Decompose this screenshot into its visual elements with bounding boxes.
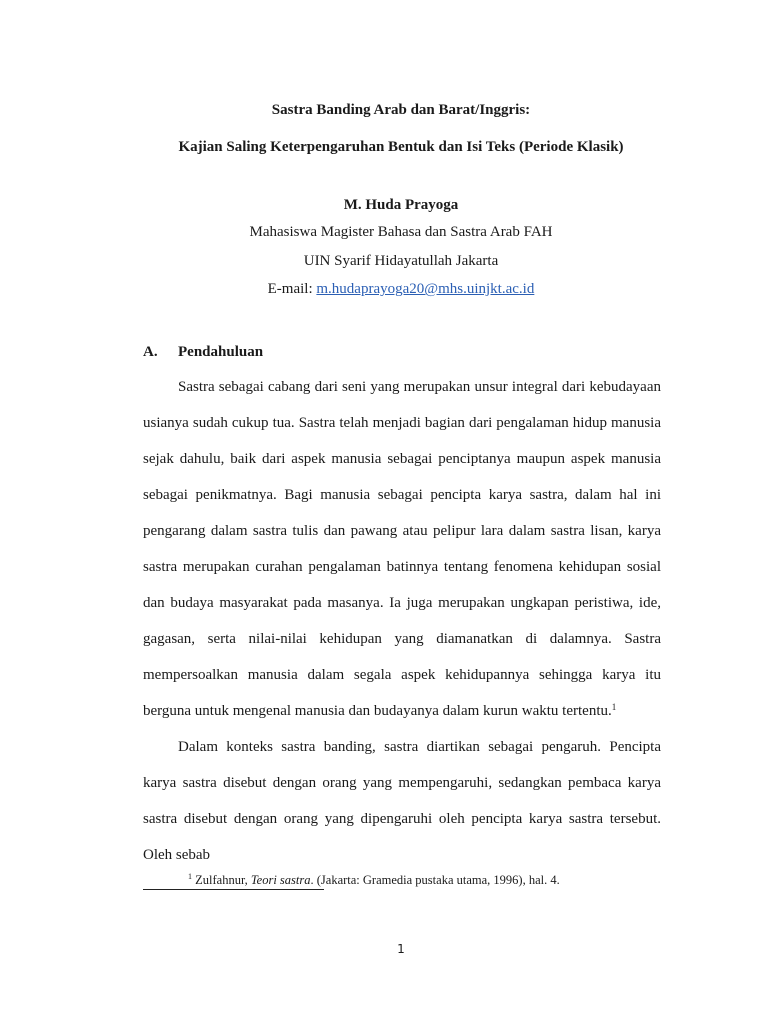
affiliation-line-1: Mahasiswa Magister Bahasa dan Sastra Arab FAH	[249, 224, 553, 240]
page-number: 1	[397, 942, 405, 956]
email-label: E-mail:	[267, 281, 317, 297]
paragraph-2	[143, 729, 661, 873]
section-number: A.	[143, 344, 158, 360]
email-line	[0, 280, 768, 298]
footnote-details: . (Jakarta: Gramedia pustaka utama, 1996), hal. 4.	[310, 873, 560, 887]
affiliation-line-2: UIN Syarif Hidayatullah Jakarta	[303, 253, 499, 269]
email-link[interactable]: m.hudaprayoga20@mhs.uinjkt.ac.id	[316, 281, 535, 297]
footnote-number: 1	[188, 872, 192, 881]
paragraph-2-text: Dalam konteks sastra banding, sastra diartikan sebagai pengaruh. Pencipta karya sastra disebut dengan orang yang mempengaruhi, sedangkan pembaca karya sastra disebut dengan orang yang dipengaruhi oleh pencipta karya sastra tersebut. Oleh sebab	[143, 739, 661, 863]
author-name: M. Huda Prayoga	[343, 197, 459, 213]
footnote-divider	[143, 889, 324, 890]
paper-title-line-1: Sastra Banding Arab dan Barat/Inggris:	[271, 102, 531, 118]
section-heading	[143, 343, 263, 361]
paragraph-1	[143, 369, 661, 729]
body-text	[143, 369, 661, 873]
footnote-author: Zulfahnur,	[192, 873, 251, 887]
paragraph-1-text: Sastra sebagai cabang dari seni yang merupakan unsur integral dari kebudayaan usianya sudah cukup tua. Sastra telah menjadi bagian dari pengalaman hidup manusia sejak dahulu, baik dari aspek manusia sebagai penciptanya maupun aspek manusia sebagai penikmatnya. Bagi manusia sebagai pencipta karya sastra, dalam hal ini pengarang dalam sastra tulis dan pawang atau pelipur lara dalam sastra lisan, karya sastra merupakan curahan pengalaman batinnya tentang fenomena kehidupan sosial dan budaya masyarakat pada masanya. Ia juga merupakan ungkapan peristiwa, ide, gagasan, serta nilai-nilai kehidupan yang diamanatkan di dalamnya. Sastra mempersoalkan manusia dalam segala aspek kehidupannya sehingga karya itu berguna untuk mengenal manusia dan budayanya dalam kurun waktu tertentu.	[143, 379, 661, 719]
paper-title-line-2: Kajian Saling Keterpengaruhan Bentuk dan Isi Teks (Periode Klasik)	[178, 139, 624, 155]
footnote	[188, 872, 560, 888]
footnote-work-title: Teori sastra	[250, 873, 311, 887]
footnote-reference[interactable]: 1	[611, 702, 617, 712]
section-title: Pendahuluan	[178, 344, 264, 360]
